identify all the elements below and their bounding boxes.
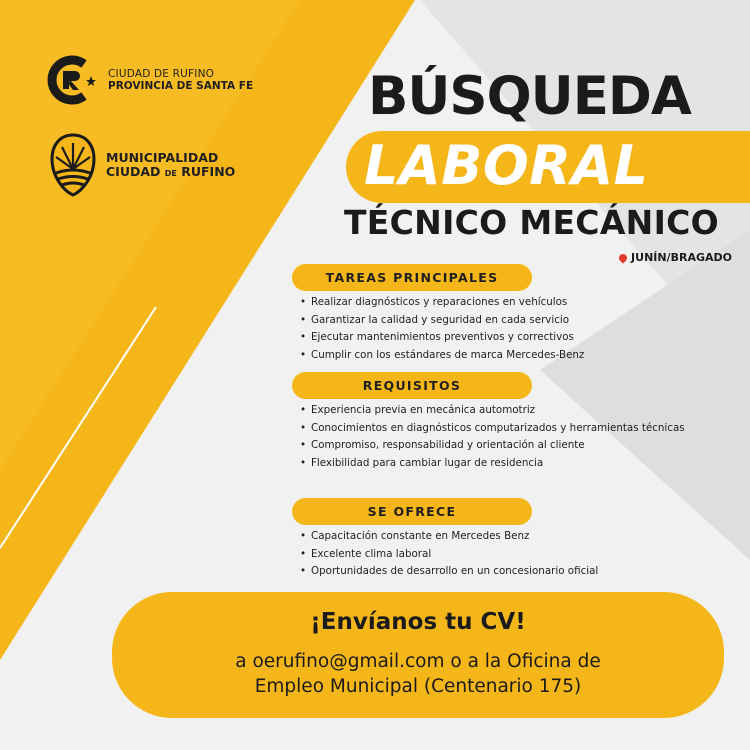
municipal-line2a: CIUDAD	[106, 164, 165, 179]
list-item: • Ejecutar mantenimientos preventivos y correctivos	[300, 329, 710, 347]
list-item: • Experiencia previa en mecánica automotriz	[300, 402, 702, 420]
page-title: BÚSQUEDA	[368, 66, 691, 127]
list-item: • Excelente clima laboral	[300, 546, 710, 564]
tasks-list	[300, 294, 710, 364]
cr-star-logo-icon	[46, 54, 96, 106]
municipal-line2b: DE	[164, 169, 177, 178]
municipal-shield-icon	[50, 133, 96, 197]
cta-contact-line1: a oerufino@gmail.com o a la Oficina de	[235, 651, 601, 672]
list-item: • Conocimientos en diagnósticos computarizados y herramientas técnicas	[300, 420, 702, 438]
list-item: • Cumplir con los estándares de marca Mercedes-Benz	[300, 347, 710, 365]
municipal-line1: MUNICIPALIDAD	[106, 149, 219, 165]
tasks-heading: TAREAS PRINCIPALES	[292, 264, 532, 291]
municipal-logo	[50, 133, 235, 197]
list-item: • Realizar diagnósticos y reparaciones en vehículos	[300, 294, 710, 312]
list-item: • Oportunidades de desarrollo en un concesionario oficial	[300, 563, 710, 581]
requirements-heading: REQUISITOS	[292, 372, 532, 399]
highlight-title: LABORAL	[364, 134, 649, 197]
list-item: • Flexibilidad para cambiar lugar de residencia	[300, 455, 702, 473]
location-text: JUNÍN/BRAGADO	[631, 251, 732, 264]
logo-line2: PROVINCIA DE SANTA FE	[108, 80, 254, 92]
cta-title: ¡Envíanos tu CV!	[310, 609, 526, 635]
rufino-logo	[46, 54, 253, 106]
municipal-line2c: RUFINO	[176, 164, 236, 179]
location-pin-icon	[617, 252, 628, 263]
cta-contact-line2: Empleo Municipal (Centenario 175)	[254, 676, 582, 697]
position-title: TÉCNICO MECÁNICO	[344, 203, 720, 242]
list-item: • Compromiso, responsabilidad y orientación al cliente	[300, 437, 702, 455]
location-label	[619, 251, 732, 264]
offer-heading: SE OFRECE	[292, 498, 532, 525]
list-item: • Capacitación constante en Mercedes Benz	[300, 528, 710, 546]
logo-line1: CIUDAD DE RUFINO	[108, 67, 215, 80]
requirements-list	[300, 402, 702, 472]
list-item: • Garantizar la calidad y seguridad en cada servicio	[300, 312, 710, 330]
offer-list	[300, 528, 710, 581]
